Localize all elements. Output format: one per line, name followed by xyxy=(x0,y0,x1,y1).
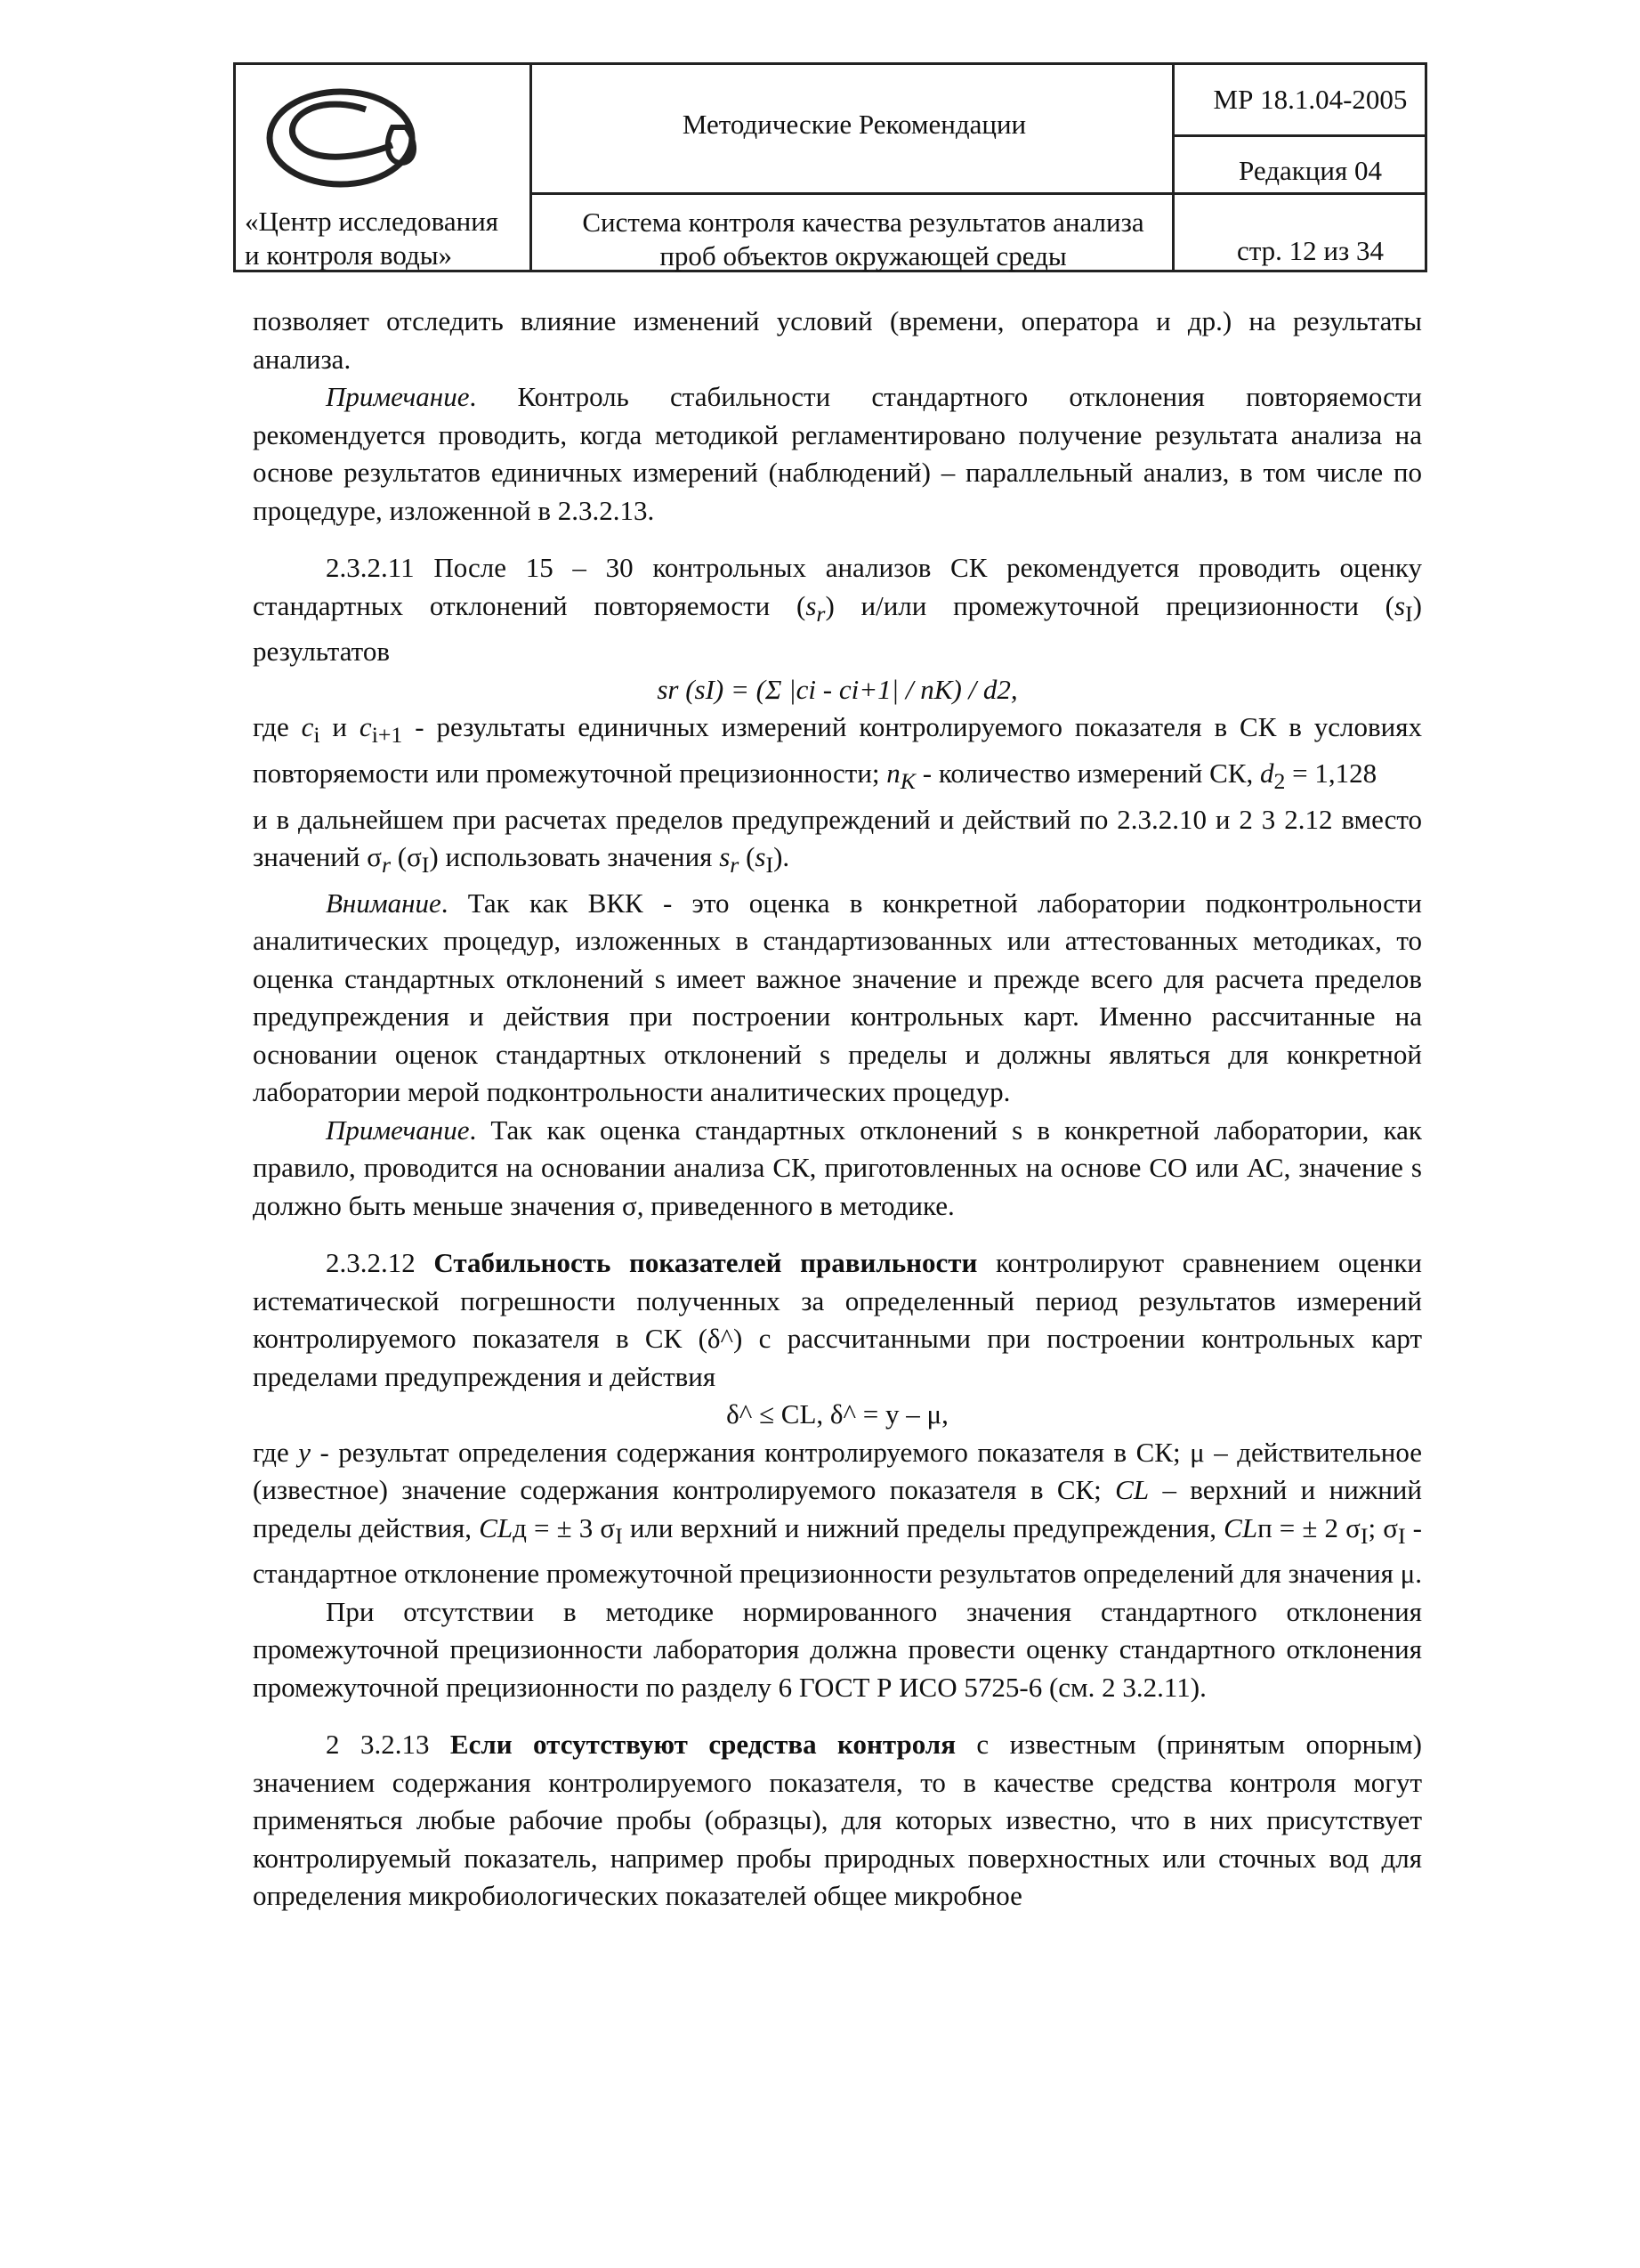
attention-label: Внимание xyxy=(326,887,441,919)
formula: δ^ ≤ CL, δ^ = y – μ, xyxy=(726,1398,949,1430)
document-header xyxy=(233,62,1427,272)
document-type: Методические Рекомендации xyxy=(682,109,1027,140)
organization-logo xyxy=(259,74,428,216)
text: д = ± 3 σ xyxy=(513,1511,616,1543)
text: ) использовать значения xyxy=(429,841,720,873)
subscript: I xyxy=(765,852,774,879)
note-paragraph xyxy=(253,1112,1422,1226)
symbol: d xyxy=(1260,757,1274,789)
symbol: CL xyxy=(1115,1474,1150,1506)
subject-line: проб объектов окружающей среды xyxy=(659,240,1067,271)
text: контролируют сравнением оценки истематической погрешности полученных за определенный период результатов измерений контролируемого показателя в СК (δ^) с рассчитанными при построении контрольных карт пределами предупреждения и действия xyxy=(253,1247,1422,1392)
symbol: c xyxy=(359,711,372,743)
organization-name xyxy=(245,205,547,272)
symbol: CL xyxy=(479,1511,513,1543)
section-paragraph xyxy=(253,1726,1422,1916)
note-paragraph xyxy=(253,378,1422,530)
text: . Так как ВКК - это оценка в конкретной лаборатории подконтрольности аналитических процедур, изложенных в стандартизованных или аттестованных методиках, то оценка стандартных отклонений s имеет важное значение и прежде всего для расчета пределов предупреждения и действия при построении контрольных карт. Именно рассчитанные на основании оценок стандартных отклонений s пределы и должны являться для конкретной лаборатории мерой подконтрольности аналитических процедур. xyxy=(253,887,1422,1108)
text: - количество измерений СК, xyxy=(916,757,1260,789)
text: п = ± 2 σ xyxy=(1257,1511,1361,1543)
text: и xyxy=(319,711,360,743)
subscript: r xyxy=(816,600,826,627)
note-text: . Контроль стабильности стандартного отклонения повторяемости рекомендуется проводить, когда методикой регламентировано получение результата анализа на основе результатов единичных измерений (наблюдений) – параллельный анализ, в том числе по процедуре, изложенной в 2.3.2.13. xyxy=(253,381,1422,526)
paragraph: При отсутствии в методике нормированного значения стандартного отклонения промежуточной прецизионности лаборатория должна провести оценку стандартного отклонения промежуточной прецизионности по разделу 6 ГОСТ Р ИСО 5725-6 (см. 2 3.2.11). xyxy=(253,1595,1422,1703)
text: или верхний и нижний пределы предупреждения, xyxy=(622,1511,1224,1543)
subscript: I xyxy=(615,1522,623,1549)
subscript: I xyxy=(1360,1522,1369,1549)
document-edition: Редакция 04 xyxy=(1239,155,1382,186)
symbol: s xyxy=(805,589,817,621)
org-line: «Центр исследования xyxy=(245,206,499,237)
text: – верхний и нижний пределы действия, xyxy=(253,1474,1422,1543)
subscript: i xyxy=(313,722,320,749)
symbol: n xyxy=(886,757,901,789)
text: с известным (принятым опорным) значением содержания контролируемого показателя, то в качестве средства контроля могут применяться любые рабочие пробы (образцы), для которых известно, что в них присутствует контролируемый показатель, например пробы природных поверхностных или сточных вод для определения микробиологических показателей общее микробное xyxy=(253,1729,1422,1912)
org-line: и контроля воды» xyxy=(245,239,453,271)
text: ( xyxy=(739,841,755,873)
note-label: Примечание xyxy=(326,1114,470,1146)
subscript: r xyxy=(730,852,739,879)
section-number: 2 3.2.13 xyxy=(326,1729,450,1761)
subscript: I xyxy=(1397,1522,1406,1549)
subscript: I xyxy=(1405,600,1413,627)
symbol: s xyxy=(1394,589,1406,621)
section-number: 2.3.2.12 xyxy=(326,1247,434,1279)
subscript: 2 xyxy=(1273,768,1286,795)
paragraph xyxy=(253,801,1422,885)
subject-line: Система контроля качества результатов анализа xyxy=(582,207,1144,238)
text: 2.3.2.11 После 15 – 30 контрольных анализов СК рекомендуется проводить оценку стандартных отклонений повторяемости ( xyxy=(253,552,1422,621)
text: где xyxy=(253,1436,299,1468)
symbol: c xyxy=(301,711,314,743)
text: - результаты единичных измерений контролируемого показателя в СК в условиях повторяемости или промежуточной прецизионности; xyxy=(253,711,1422,789)
paragraph xyxy=(253,549,1422,671)
paragraph xyxy=(253,709,1422,800)
text: ; σ xyxy=(1368,1511,1398,1543)
section-heading: Стабильность показателей правильности xyxy=(433,1247,978,1279)
text: ) результатов xyxy=(253,589,1422,668)
section-heading: Если отсутствуют средства контроля xyxy=(449,1729,956,1761)
text: (σ xyxy=(391,841,422,873)
document-subject xyxy=(543,206,1184,273)
document-body xyxy=(253,303,1422,1916)
text: = 1,128 xyxy=(1285,757,1377,789)
text: ). xyxy=(773,841,790,873)
note-label: Примечание xyxy=(326,381,470,412)
symbol: y xyxy=(298,1436,311,1468)
text: ) и/или промежуточной прецизионности ( xyxy=(825,589,1394,621)
page-number: стр. 12 из 34 xyxy=(1236,235,1385,266)
text: . Так как оценка стандартных отклонений s в конкретной лаборатории, как правило, проводится на основании анализа СК, приготовленных на основе СО или АС, значение s должно быть меньше значения σ, приведенного в методике. xyxy=(253,1114,1422,1221)
header-divider xyxy=(1172,134,1425,137)
subscript: K xyxy=(900,768,917,795)
subscript: i+1 xyxy=(371,722,403,749)
subscript: r xyxy=(381,852,391,879)
text: и в дальнейшем при расчетах пределов предупреждений и действий по 2.3.2.10 и 2 3 2.12 вместо значений σ xyxy=(253,803,1422,873)
symbol: s xyxy=(755,841,766,873)
paragraph xyxy=(253,1434,1422,1593)
symbol: s xyxy=(719,841,731,873)
text: - стандартное отклонение промежуточной прецизионности результатов определений для значения μ. xyxy=(253,1511,1422,1590)
paragraph: позволяет отследить влияние изменений условий (времени, оператора и др.) на результаты анализа. xyxy=(253,305,1422,375)
header-divider xyxy=(529,192,1425,195)
text: где xyxy=(253,711,302,743)
subscript: I xyxy=(421,852,430,879)
formula: sr (sI) = (Σ |ci - ci+1| / nK) / d2, xyxy=(657,673,1018,705)
section-paragraph xyxy=(253,1244,1422,1396)
document-code: МР 18.1.04-2005 xyxy=(1213,84,1408,115)
symbol: CL xyxy=(1224,1511,1258,1543)
attention-paragraph xyxy=(253,885,1422,1112)
text: - результат определения содержания контролируемого показателя в СК; μ – действительное (известное) значение содержания контролируемого показателя в СК; xyxy=(253,1436,1422,1506)
